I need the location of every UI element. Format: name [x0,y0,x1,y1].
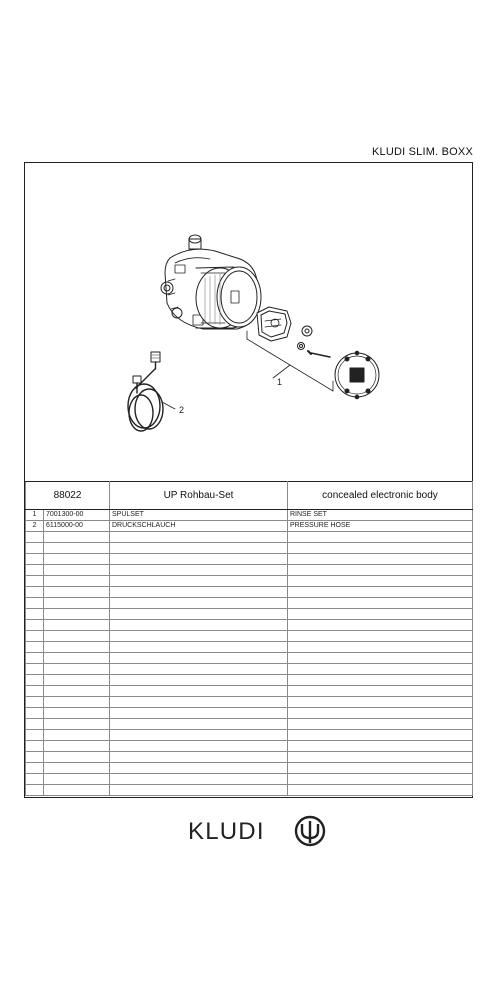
row-index: 1 [26,510,44,521]
row-index: 2 [26,521,44,532]
row-index [26,697,44,708]
row-name-en [288,587,473,598]
row-name-de [110,686,288,697]
row-name-en: PRESSURE HOSE [288,521,473,532]
parts-table-row [26,686,473,697]
row-name-en [288,609,473,620]
callout-label-1: 1 [277,377,283,387]
pressure-hose-illustration [128,352,175,431]
row-name-de [110,565,288,576]
row-article-number: 7001300-00 [44,510,110,521]
row-index [26,576,44,587]
row-index [26,565,44,576]
parts-table-row [26,774,473,785]
row-name-de [110,785,288,796]
row-article-number [44,598,110,609]
parts-table-row [26,576,473,587]
parts-list-table [25,481,473,796]
row-index [26,631,44,642]
row-article-number [44,774,110,785]
row-article-number [44,587,110,598]
row-name-de [110,719,288,730]
row-article-number [44,708,110,719]
row-name-en [288,774,473,785]
concealed-body-illustration [161,235,261,329]
parts-table-row [26,741,473,752]
parts-table-row [26,598,473,609]
row-name-de [110,730,288,741]
row-name-en [288,642,473,653]
row-name-en [288,576,473,587]
row-name-de [110,598,288,609]
row-name-en [288,741,473,752]
row-article-number [44,543,110,554]
callout-label-2: 2 [179,405,185,415]
row-name-de [110,642,288,653]
row-name-en [288,785,473,796]
row-index [26,708,44,719]
row-article-number [44,565,110,576]
row-name-en [288,763,473,774]
parts-table-row [26,620,473,631]
rinse-set-illustration [247,307,379,399]
row-article-number [44,631,110,642]
row-index [26,598,44,609]
row-name-en [288,730,473,741]
row-index [26,620,44,631]
row-name-de [110,664,288,675]
row-name-en [288,719,473,730]
row-name-de [110,752,288,763]
row-index [26,554,44,565]
parts-table-row [26,697,473,708]
parts-table-row [26,675,473,686]
row-name-en [288,565,473,576]
document-title: KLUDI SLIM. BOXX [371,146,473,158]
parts-table-row [26,532,473,543]
row-name-en [288,532,473,543]
row-article-number [44,664,110,675]
row-index [26,675,44,686]
row-name-de [110,763,288,774]
row-name-de [110,532,288,543]
row-index [26,719,44,730]
row-index [26,587,44,598]
row-name-en [288,752,473,763]
row-article-number: 6115000-00 [44,521,110,532]
row-name-en [288,653,473,664]
row-index [26,642,44,653]
row-index [26,741,44,752]
row-article-number [44,532,110,543]
row-name-de [110,587,288,598]
row-name-de [110,708,288,719]
row-name-en [288,598,473,609]
row-name-en [288,686,473,697]
row-name-en [288,631,473,642]
kludi-emblem-icon [294,815,326,847]
row-article-number [44,763,110,774]
row-name-en [288,554,473,565]
parts-table-row [26,642,473,653]
row-name-en [288,675,473,686]
row-name-de [110,609,288,620]
parts-table-header [26,482,473,510]
row-name-de [110,543,288,554]
parts-table-row [26,554,473,565]
row-article-number [44,609,110,620]
row-article-number [44,675,110,686]
row-article-number [44,576,110,587]
parts-table-row [26,785,473,796]
row-index [26,785,44,796]
parts-table-row [26,587,473,598]
set-name-en: concealed electronic body [288,482,473,510]
row-name-de [110,653,288,664]
row-name-de [110,697,288,708]
exploded-view-drawing [25,163,472,481]
row-index [26,763,44,774]
row-article-number [44,642,110,653]
parts-table-row [26,730,473,741]
parts-table-row [26,763,473,774]
parts-table-row [26,653,473,664]
set-article-number: 88022 [26,482,110,510]
parts-table-row [26,708,473,719]
row-article-number [44,697,110,708]
row-name-de [110,774,288,785]
row-name-en: RINSE SET [288,510,473,521]
row-name-de [110,554,288,565]
parts-table-row [26,543,473,554]
row-name-de [110,741,288,752]
row-name-en [288,543,473,554]
logo-wordmark: KLUDI [188,818,265,845]
row-article-number [44,620,110,631]
row-article-number [44,730,110,741]
parts-table-row [26,510,473,521]
row-article-number [44,741,110,752]
row-index [26,543,44,554]
parts-table-row [26,631,473,642]
row-index [26,730,44,741]
row-index [26,532,44,543]
parts-table-row [26,609,473,620]
parts-table-row [26,752,473,763]
row-index [26,609,44,620]
row-article-number [44,653,110,664]
row-name-en [288,708,473,719]
parts-table-row [26,521,473,532]
row-article-number [44,785,110,796]
parts-sheet-frame [24,162,473,798]
row-name-de: SPÜLSET [110,510,288,521]
row-name-en [288,620,473,631]
set-name-de: UP Rohbau-Set [110,482,288,510]
row-name-en [288,697,473,708]
parts-table-row [26,719,473,730]
row-name-de [110,631,288,642]
row-article-number [44,686,110,697]
row-name-en [288,664,473,675]
parts-table-row [26,565,473,576]
row-name-de: DRUCKSCHLAUCH [110,521,288,532]
row-article-number [44,752,110,763]
row-index [26,664,44,675]
row-name-de [110,576,288,587]
row-article-number [44,554,110,565]
row-index [26,774,44,785]
parts-table-row [26,664,473,675]
row-index [26,686,44,697]
row-article-number [44,719,110,730]
row-name-de [110,620,288,631]
kludi-logo [188,815,338,849]
row-name-de [110,675,288,686]
row-index [26,752,44,763]
row-index [26,653,44,664]
